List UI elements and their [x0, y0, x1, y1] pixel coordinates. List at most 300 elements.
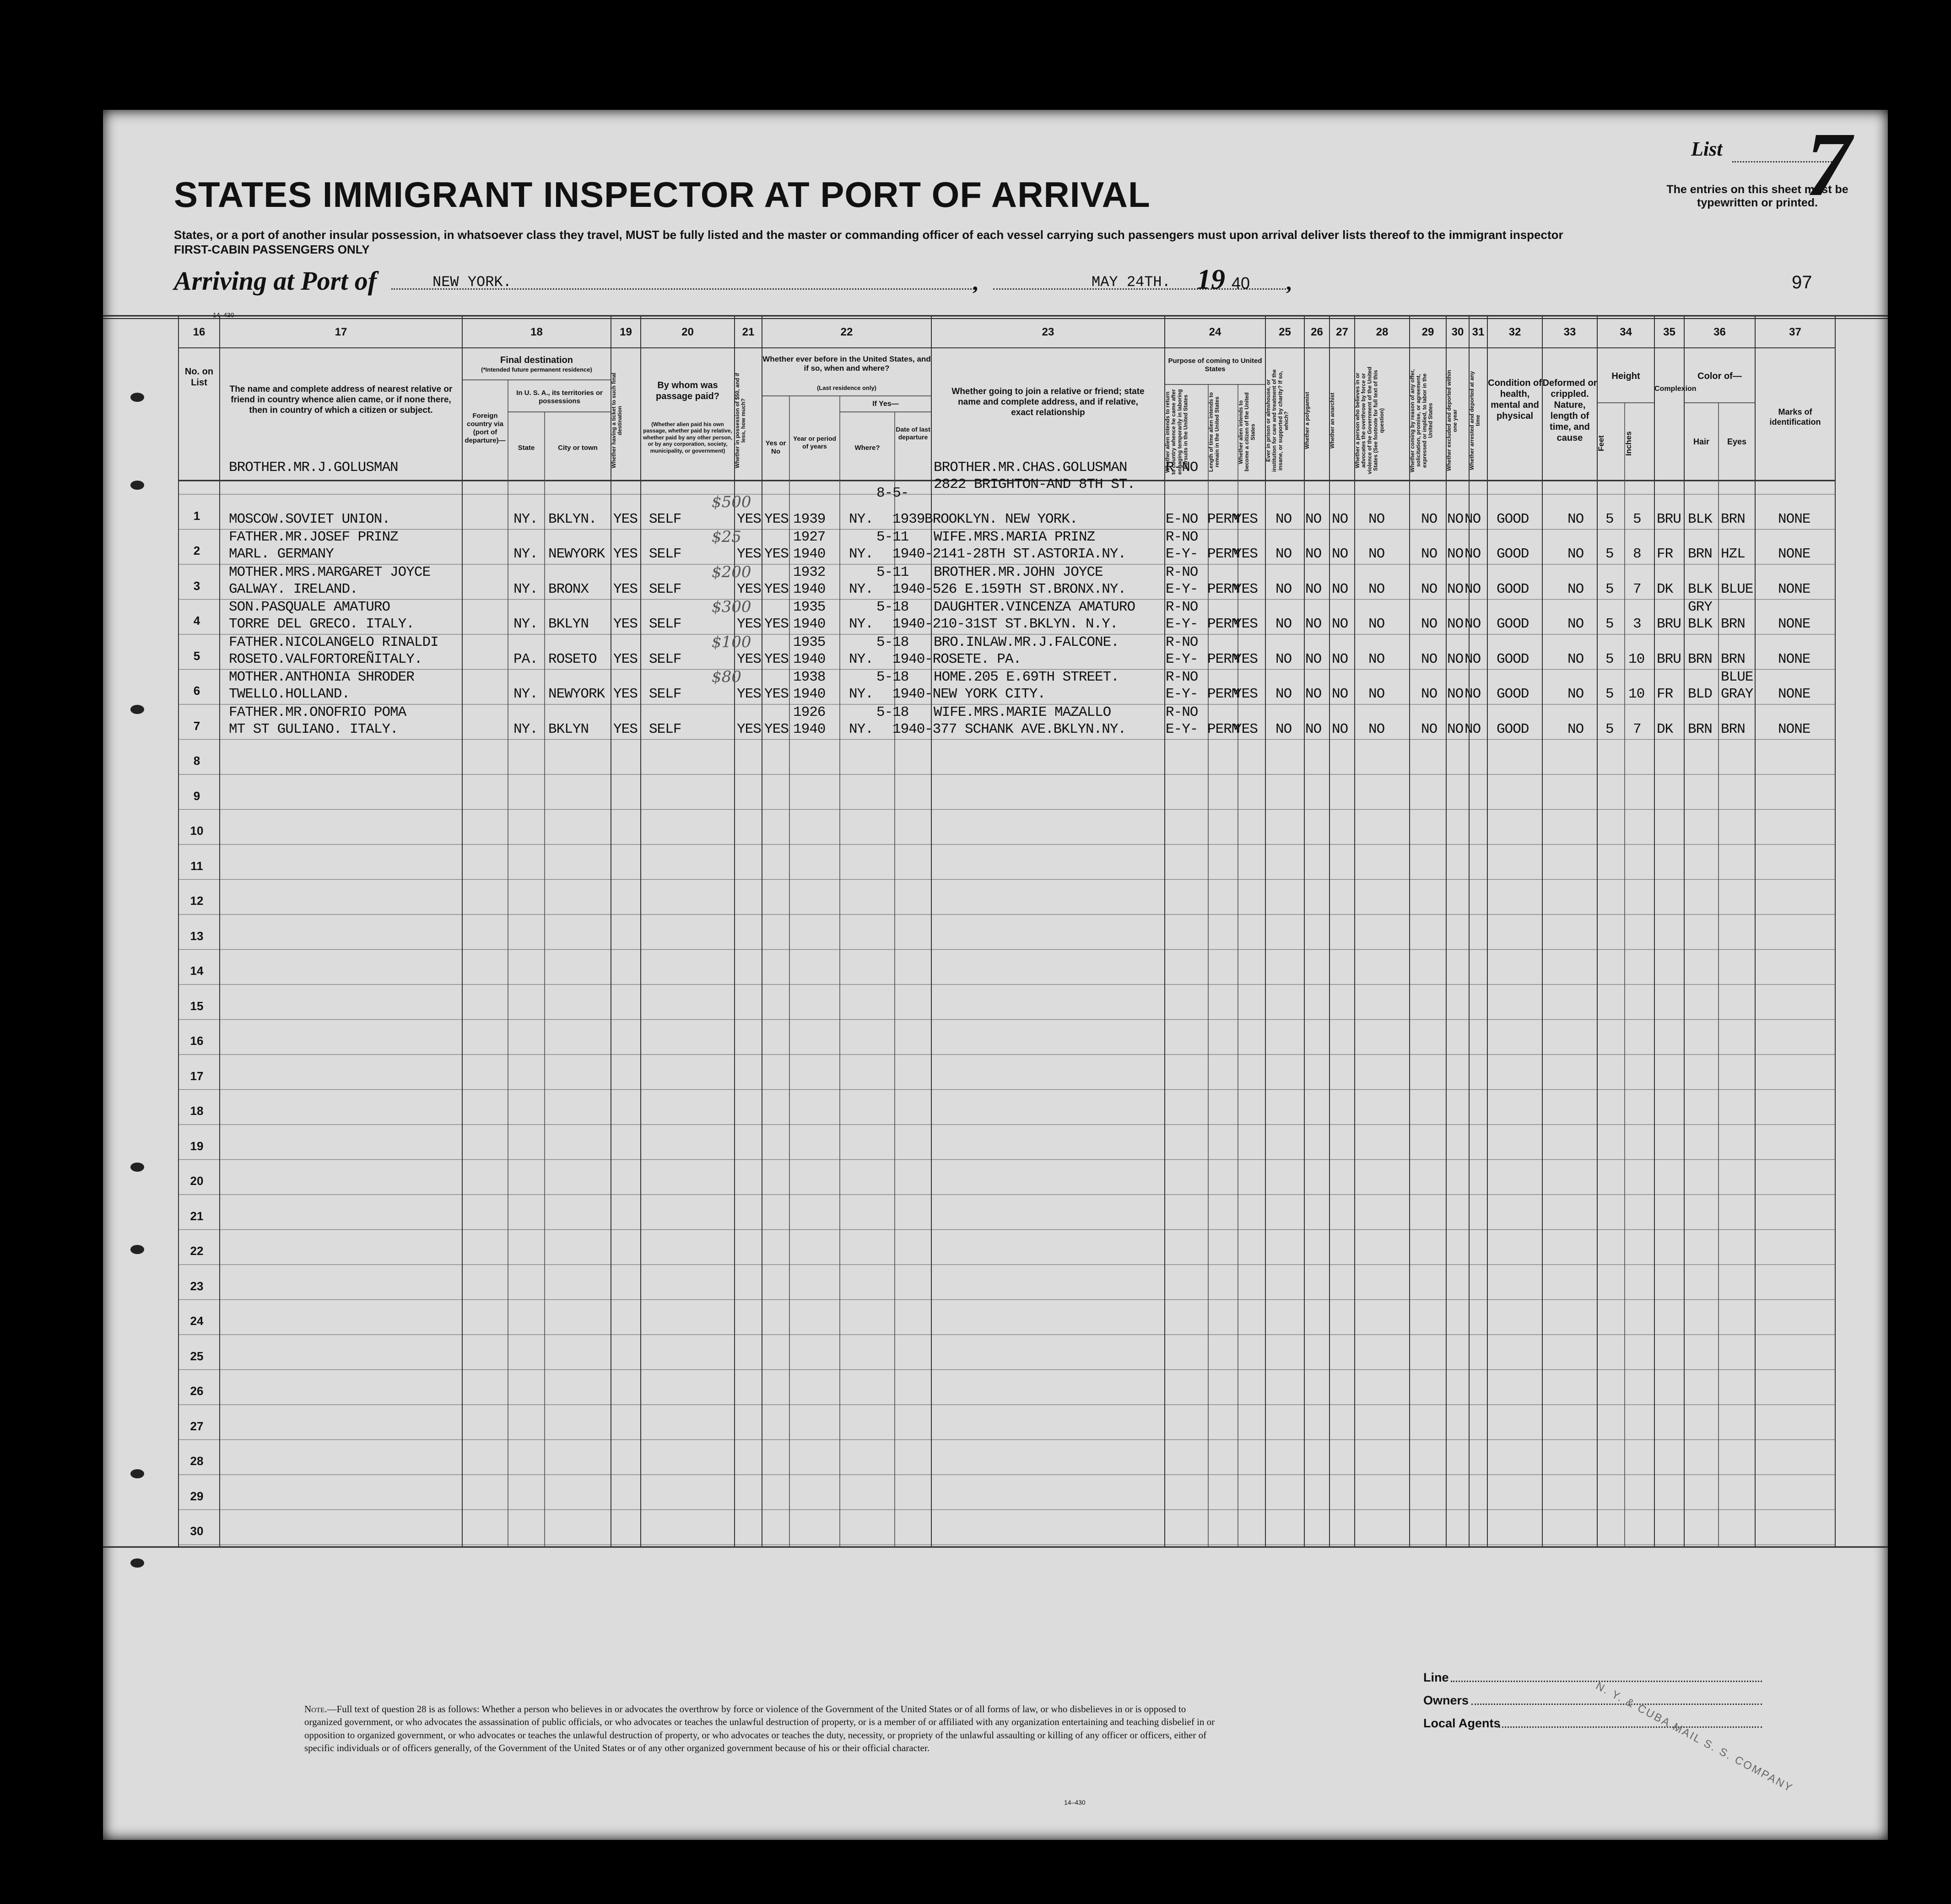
- height-feet: 5: [1605, 546, 1614, 562]
- ticket-value: YES: [613, 511, 638, 527]
- city-value: BKLYN: [548, 721, 589, 737]
- complexion-value: BRU: [1657, 511, 1681, 527]
- header-c36_eyes: Eyes: [1727, 437, 1747, 446]
- eyes-value: BRN: [1721, 616, 1745, 632]
- height-feet: 5: [1605, 511, 1614, 527]
- purpose-citizen: YES: [1233, 546, 1258, 562]
- before-value: YES: [764, 546, 789, 562]
- relative-address: MOSCOW.SOVIET UNION.: [229, 511, 390, 527]
- header-c18_us: In U. S. A., its territories or possessions: [516, 389, 603, 405]
- passage-paid-value: SELF: [649, 686, 681, 702]
- header-c18_sub: (*Intended future permanent residence): [481, 366, 592, 373]
- state-value: NY.: [513, 686, 538, 702]
- header-c18_state: State: [518, 444, 535, 452]
- prison-value: NO: [1275, 651, 1292, 667]
- eyes-value: GRAY: [1721, 686, 1753, 702]
- city-value: NEWYORK: [548, 686, 605, 702]
- marks-value: NONE: [1778, 616, 1810, 632]
- excluded-value: NO: [1447, 616, 1464, 632]
- year-prefix: 19: [1197, 264, 1225, 295]
- height-inches: 10: [1628, 651, 1645, 667]
- join-line1: HOME.205 E.69TH STREET.: [934, 669, 1119, 685]
- polygamist-value: NO: [1305, 581, 1322, 597]
- column-number: 28: [1376, 326, 1389, 338]
- eyes-value: BRN: [1721, 651, 1745, 667]
- join-line2: -526 E.159TH ST.BRONX.NY.: [924, 581, 1126, 597]
- join-line2: -NEW YORK CITY.: [924, 686, 1046, 702]
- row-number: 23: [190, 1279, 204, 1293]
- money-handwritten: $200: [712, 563, 751, 581]
- purpose-citizen: YES: [1233, 686, 1258, 702]
- purpose-intent: E-Y-: [1166, 651, 1198, 667]
- before-value: YES: [764, 581, 789, 597]
- owners-label: Owners: [1423, 1693, 1469, 1707]
- relative-address: ROSETO.VALFORTOREÑITALY.: [229, 651, 422, 667]
- deported-value: NO: [1465, 616, 1481, 632]
- purpose-citizen: YES: [1233, 511, 1258, 527]
- eyes-value: BRN: [1721, 511, 1745, 527]
- purpose-intent: E-Y-: [1166, 721, 1198, 737]
- height-feet: 5: [1605, 651, 1614, 667]
- ticket-value: YES: [613, 651, 638, 667]
- form-code-top: 14–430: [213, 311, 234, 319]
- where-value: NY.: [849, 546, 873, 562]
- before-value: YES: [764, 616, 789, 632]
- column-number: 36: [1713, 326, 1726, 338]
- purpose-return: R-NO: [1166, 704, 1198, 720]
- row-number: 20: [190, 1174, 204, 1188]
- column-number: 32: [1508, 326, 1521, 338]
- header-c34_feet: Feet: [1597, 435, 1605, 452]
- note-text: —Full text of question 28 is as follows: Whether a person who believes in or advocates the overthrow by force or violence of the Government of the United States or of all forms of law, or who disbelieves in or is opposed to organized government, or who advocates the assassination of public officials, or who advocates or teaches the unlawful destruction of property, or is a member of or affiliated with any organization entertaining and teaching disbelief in or opposition to organized government, or who advocates or teaches the unlawful destruction of property, or who advocates or teaches the duty, necessity, or propriety of the unlawful assaulting or killing of any officer or officers, either of specific individuals or of officers generally, of the Government of the United States or of any other organized government because of his or their official character.: [304, 1704, 1215, 1754]
- last-departure-value: 1940: [892, 651, 925, 667]
- deported-value: NO: [1465, 581, 1481, 597]
- footnote: [304, 1703, 1220, 1754]
- binder-hole: [130, 1245, 144, 1254]
- money-handwritten: $100: [712, 633, 751, 651]
- period-value: 1939: [793, 511, 826, 527]
- money-value: YES: [737, 511, 761, 527]
- header-c30: Whether excluded and deported within one year: [1446, 370, 1459, 471]
- money-value: YES: [737, 686, 761, 702]
- deformed-value: NO: [1567, 546, 1584, 562]
- row-number: 19: [190, 1139, 204, 1153]
- join-line2: -2141-28TH ST.ASTORIA.NY.: [924, 546, 1126, 562]
- passage-paid-value: SELF: [649, 581, 681, 597]
- header-c26: Whether a polygamist: [1304, 392, 1310, 449]
- column-number: 24: [1209, 326, 1221, 338]
- money-value: YES: [737, 721, 761, 737]
- hair-value: BRN: [1688, 721, 1712, 737]
- state-value: NY.: [513, 546, 538, 562]
- contract-labor-value: NO: [1421, 721, 1438, 737]
- before-value: YES: [764, 721, 789, 737]
- money-handwritten: $80: [712, 668, 741, 686]
- deported-value: NO: [1465, 546, 1481, 562]
- purpose-intent: E-Y-: [1166, 581, 1198, 597]
- anarchist-value: NO: [1332, 616, 1348, 632]
- prison-value: NO: [1275, 616, 1292, 632]
- date-value: MAY 24TH.: [1092, 274, 1171, 291]
- join-line2: -ROSETE. PA.: [924, 651, 1021, 667]
- marks-value: NONE: [1778, 721, 1810, 737]
- row-number: 10: [190, 824, 204, 838]
- purpose-return: R-NO: [1166, 669, 1198, 685]
- manifest-grid: [103, 110, 1888, 1840]
- health-value: GOOD: [1497, 651, 1529, 667]
- period-start: 1935: [793, 599, 826, 615]
- row-number: 22: [190, 1244, 204, 1258]
- period-value: 1940: [793, 616, 826, 632]
- join-line1: DAUGHTER.VINCENZA AMATURO: [934, 599, 1135, 615]
- hair-value: BLD: [1688, 686, 1712, 702]
- deported-value: NO: [1465, 686, 1481, 702]
- owners-field: [1471, 1704, 1762, 1705]
- header-no_on_list: No. on List: [184, 367, 214, 388]
- city-value: NEWYORK: [548, 546, 605, 562]
- money-handwritten: $500: [712, 492, 751, 511]
- anarchist-value: NO: [1332, 581, 1348, 597]
- row-number: 18: [190, 1104, 204, 1118]
- overthrow-value: NO: [1368, 616, 1385, 632]
- excluded-value: NO: [1447, 721, 1464, 737]
- marks-value: NONE: [1778, 546, 1810, 562]
- header-c28: Whether a person who believes in or advocates the overthrow by force or violence of the Government of the United States (See footnote for full text of this question): [1354, 367, 1385, 475]
- company-stamp: N. Y. & CUBA MAIL S. S. COMPANY: [1594, 1680, 1795, 1795]
- column-number: 19: [620, 326, 632, 338]
- purpose-intent: E-NO: [1166, 511, 1198, 527]
- join-line2: -210-31ST ST.BKLYN. N.Y.: [924, 616, 1118, 632]
- deported-value: NO: [1465, 651, 1481, 667]
- before-value: YES: [764, 511, 789, 527]
- local-agents-label: Local Agents: [1423, 1716, 1501, 1730]
- date-top-value: 5-18: [876, 704, 909, 720]
- before-value: YES: [764, 686, 789, 702]
- binder-hole: [130, 705, 144, 714]
- money-handwritten: $300: [712, 598, 751, 616]
- health-value: GOOD: [1497, 581, 1529, 597]
- polygamist-value: NO: [1305, 616, 1322, 632]
- purpose-return: R-NO: [1166, 529, 1198, 545]
- purpose-return: R-NO: [1166, 634, 1198, 650]
- last-departure-value: 1939: [892, 511, 925, 527]
- header-c36_hair: Hair: [1693, 437, 1709, 446]
- row-number: 8: [193, 754, 200, 768]
- date-top-value: 5-18: [876, 599, 909, 615]
- header-c24b: Length of time alien intends to remain in the United States: [1208, 392, 1221, 472]
- anarchist-value: NO: [1332, 651, 1348, 667]
- row-number: 12: [190, 894, 204, 908]
- height-inches: 10: [1628, 686, 1645, 702]
- list-label: List: [1691, 138, 1723, 160]
- height-inches: 3: [1633, 616, 1641, 632]
- money-value: YES: [737, 616, 761, 632]
- anarchist-value: NO: [1332, 686, 1348, 702]
- polygamist-value: NO: [1305, 511, 1322, 527]
- row-number: 24: [190, 1314, 204, 1328]
- purpose-intent: E-Y-: [1166, 616, 1198, 632]
- column-number: 20: [681, 326, 694, 338]
- prison-value: NO: [1275, 546, 1292, 562]
- hair-value: BRN: [1688, 651, 1712, 667]
- passage-paid-value: SELF: [649, 511, 681, 527]
- relative-address: TWELLO.HOLLAND.: [229, 686, 350, 702]
- header-c22_ifyes: If Yes—: [872, 400, 899, 408]
- purpose-length: PERM: [1207, 651, 1240, 667]
- health-value: GOOD: [1497, 686, 1529, 702]
- row-number: 30: [190, 1524, 204, 1538]
- note-label: Note.: [304, 1704, 327, 1715]
- polygamist-value: NO: [1305, 546, 1322, 562]
- header-c31: Whether arrested and deported at any time: [1469, 371, 1481, 471]
- relative-address: MT ST GULIANO. ITALY.: [229, 721, 398, 737]
- state-value: NY.: [513, 616, 538, 632]
- eyes-value: HZL: [1721, 546, 1745, 562]
- header-c21: Whether in possession of $50, and if less, how much?: [734, 373, 747, 469]
- relative-name: FATHER.MR.ONOFRIO POMA: [229, 704, 406, 720]
- height-inches: 7: [1633, 721, 1641, 737]
- last-departure-value: 1940: [892, 616, 925, 632]
- period-start: 1926: [793, 704, 826, 720]
- excluded-value: NO: [1447, 686, 1464, 702]
- form-code-bottom: 14–430: [1064, 1799, 1086, 1806]
- join-line2: BROOKLYN. NEW YORK.: [924, 511, 1078, 527]
- eyes-top-value: BLUE: [1721, 669, 1753, 685]
- header-c22_date: Date of last departure: [896, 426, 930, 441]
- row-number: 27: [190, 1419, 204, 1433]
- polygamist-value: NO: [1305, 686, 1322, 702]
- binder-hole: [130, 393, 144, 402]
- city-value: BRONX: [548, 581, 589, 597]
- city-value: ROSETO: [548, 651, 597, 667]
- header-c18_foreign: Foreign country via (port of departure)—: [465, 412, 506, 444]
- last-departure-value: 1940: [892, 581, 925, 597]
- height-feet: 5: [1605, 616, 1614, 632]
- period-start: 1932: [793, 564, 826, 580]
- header-c19: Whether having a ticket to such final destination: [611, 373, 623, 469]
- contract-labor-value: NO: [1421, 651, 1438, 667]
- column-number: 37: [1789, 326, 1801, 338]
- date-top-value: 8-5-: [876, 485, 909, 501]
- purpose-length: PERM: [1207, 721, 1240, 737]
- header-c37: Marks of identification: [1769, 407, 1821, 427]
- manifest-sheet: [103, 110, 1888, 1840]
- ticket-value: YES: [613, 616, 638, 632]
- purpose-length: PERM: [1207, 686, 1240, 702]
- purpose-citizen: YES: [1233, 721, 1258, 737]
- row-number: 4: [193, 614, 200, 627]
- deformed-value: NO: [1567, 511, 1584, 527]
- eyes-value: BLUE: [1721, 581, 1753, 597]
- complexion-value: FR: [1657, 686, 1673, 702]
- join-line1: BRO.INLAW.MR.J.FALCONE.: [934, 634, 1119, 650]
- prison-value: NO: [1275, 686, 1292, 702]
- column-number: 31: [1472, 326, 1485, 338]
- row-number: 14: [190, 964, 204, 978]
- contract-labor-value: NO: [1421, 511, 1438, 527]
- complexion-value: DK: [1657, 581, 1673, 597]
- join-line1b: 2822 BRIGHTON-AND 8TH ST.: [934, 476, 1135, 492]
- period-start: 1938: [793, 669, 826, 685]
- port-value: NEW YORK.: [432, 274, 512, 291]
- state-value: NY.: [513, 721, 538, 737]
- row-number: 15: [190, 999, 204, 1013]
- purpose-return: R-NO: [1166, 459, 1198, 476]
- row-number: 9: [193, 789, 200, 803]
- column-number: 17: [335, 326, 347, 338]
- deformed-value: NO: [1567, 651, 1584, 667]
- row-number: 21: [190, 1209, 204, 1223]
- entries-note: The entries on this sheet must be typewritten or printed.: [1666, 183, 1848, 209]
- purpose-citizen: YES: [1233, 581, 1258, 597]
- hair-value: BLK: [1688, 511, 1712, 527]
- excluded-value: NO: [1447, 511, 1464, 527]
- complexion-value: BRU: [1657, 651, 1681, 667]
- last-departure-value: 1940: [892, 686, 925, 702]
- relative-name: SON.PASQUALE AMATURO: [229, 599, 390, 615]
- binder-hole: [130, 1558, 144, 1568]
- health-value: GOOD: [1497, 721, 1529, 737]
- agents-field: [1499, 1726, 1762, 1728]
- health-value: GOOD: [1497, 616, 1529, 632]
- money-value: YES: [737, 651, 761, 667]
- header-c18_city: City or town: [558, 444, 598, 452]
- header-c24: Purpose of coming to United States: [1168, 357, 1262, 373]
- hair-value: BRN: [1688, 546, 1712, 562]
- period-value: 1940: [793, 546, 826, 562]
- purpose-length: PERM: [1207, 546, 1240, 562]
- column-number: 35: [1663, 326, 1675, 338]
- city-value: BKLYN.: [548, 511, 597, 527]
- where-value: NY.: [849, 511, 873, 527]
- anarchist-value: NO: [1332, 721, 1348, 737]
- header-c22_sub: (Last residence only): [816, 384, 877, 391]
- row-number: 16: [190, 1034, 204, 1048]
- list-number: 7: [1805, 114, 1851, 215]
- anarchist-value: NO: [1332, 546, 1348, 562]
- height-inches: 8: [1633, 546, 1641, 562]
- excluded-value: NO: [1447, 546, 1464, 562]
- relative-name: FATHER.NICOLANGELO RINALDI: [229, 634, 438, 650]
- join-line1: WIFE.MRS.MARIE MAZALLO: [934, 704, 1111, 720]
- year-suffix: 40: [1232, 274, 1250, 292]
- hair-value: BLK: [1688, 581, 1712, 597]
- overthrow-value: NO: [1368, 686, 1385, 702]
- header-c34: Height: [1611, 371, 1640, 381]
- excluded-value: NO: [1447, 581, 1464, 597]
- row-number: 11: [190, 859, 203, 873]
- where-value: NY.: [849, 581, 873, 597]
- header-c35: Complexion: [1654, 385, 1697, 393]
- header-c20: By whom was passage paid?: [656, 380, 719, 401]
- relative-address: GALWAY. IRELAND.: [229, 581, 358, 597]
- complexion-value: BRU: [1657, 616, 1681, 632]
- overthrow-value: NO: [1368, 651, 1385, 667]
- row-number: 7: [193, 719, 200, 733]
- header-c27: Whether an anarchist: [1329, 392, 1335, 449]
- header-c22: Whether ever before in the United States, and if so, when and where?: [762, 355, 931, 373]
- binder-hole: [130, 481, 144, 490]
- deported-value: NO: [1465, 511, 1481, 527]
- header-c22_where: Where?: [854, 444, 880, 452]
- column-number: 18: [530, 326, 543, 338]
- eyes-value: BRN: [1721, 721, 1745, 737]
- purpose-return: R-NO: [1166, 599, 1198, 615]
- deformed-value: NO: [1567, 616, 1584, 632]
- page-title: STATES IMMIGRANT INSPECTOR AT PORT OF ARRIVAL: [174, 174, 1151, 215]
- where-value: NY.: [849, 686, 873, 702]
- passage-paid-value: SELF: [649, 721, 681, 737]
- purpose-length: PERM: [1207, 511, 1240, 527]
- column-number: 23: [1042, 326, 1054, 338]
- date-top-value: 5-18: [876, 634, 909, 650]
- polygamist-value: NO: [1305, 651, 1322, 667]
- contract-labor-value: NO: [1421, 546, 1438, 562]
- overthrow-value: NO: [1368, 581, 1385, 597]
- row-number: 1: [193, 508, 200, 523]
- purpose-length: PERM: [1207, 616, 1240, 632]
- deformed-value: NO: [1567, 686, 1584, 702]
- header-c18: Final destination: [500, 355, 573, 365]
- period-value: 1940: [793, 686, 826, 702]
- relative-name: BROTHER.MR.J.GOLUSMAN: [229, 459, 398, 476]
- period-value: 1940: [793, 721, 826, 737]
- comma-2: ,: [1286, 270, 1292, 295]
- deformed-value: NO: [1567, 581, 1584, 597]
- row-number: 6: [193, 684, 200, 698]
- line-label: Line: [1423, 1671, 1449, 1684]
- last-departure-value: 1940: [892, 721, 925, 737]
- purpose-intent: E-Y-: [1166, 546, 1198, 562]
- purpose-citizen: YES: [1233, 651, 1258, 667]
- complexion-value: FR: [1657, 546, 1673, 562]
- row-number: 26: [190, 1384, 204, 1398]
- contract-labor-value: NO: [1421, 581, 1438, 597]
- first-cabin-label: FIRST-CABIN PASSENGERS ONLY: [174, 243, 370, 256]
- header-c22_yesno: Yes or No: [765, 439, 786, 455]
- contract-labor-value: NO: [1421, 616, 1438, 632]
- relative-name: MOTHER.MRS.MARGARET JOYCE: [229, 564, 431, 580]
- column-number: 29: [1421, 326, 1434, 338]
- overthrow-value: NO: [1368, 546, 1385, 562]
- row-number: 5: [193, 649, 200, 663]
- marks-value: NONE: [1778, 581, 1810, 597]
- prison-value: NO: [1275, 721, 1292, 737]
- join-line2: -377 SCHANK AVE.BKLYN.NY.: [924, 721, 1126, 737]
- column-number: 26: [1311, 326, 1323, 338]
- polygamist-value: NO: [1305, 721, 1322, 737]
- height-feet: 5: [1605, 581, 1614, 597]
- period-start: 1935: [793, 634, 826, 650]
- binder-hole: [130, 1469, 144, 1478]
- ticket-value: YES: [613, 686, 638, 702]
- health-value: GOOD: [1497, 511, 1529, 527]
- where-value: NY.: [849, 651, 873, 667]
- column-number: 34: [1620, 326, 1632, 338]
- money-value: YES: [737, 546, 761, 562]
- header-c33: Deformed or crippled. Nature, length of time, and cause: [1542, 378, 1597, 443]
- height-feet: 5: [1605, 686, 1614, 702]
- row-number: 28: [190, 1454, 204, 1468]
- relative-address: MARL. GERMANY: [229, 546, 334, 562]
- hair-value: BLK: [1688, 616, 1712, 632]
- row-number: 17: [190, 1069, 204, 1083]
- hair-top-value: GRY: [1688, 599, 1712, 615]
- period-value: 1940: [793, 651, 826, 667]
- join-line1: BROTHER.MR.JOHN JOYCE: [934, 564, 1103, 580]
- column-number: 22: [840, 326, 853, 338]
- deported-value: NO: [1465, 721, 1481, 737]
